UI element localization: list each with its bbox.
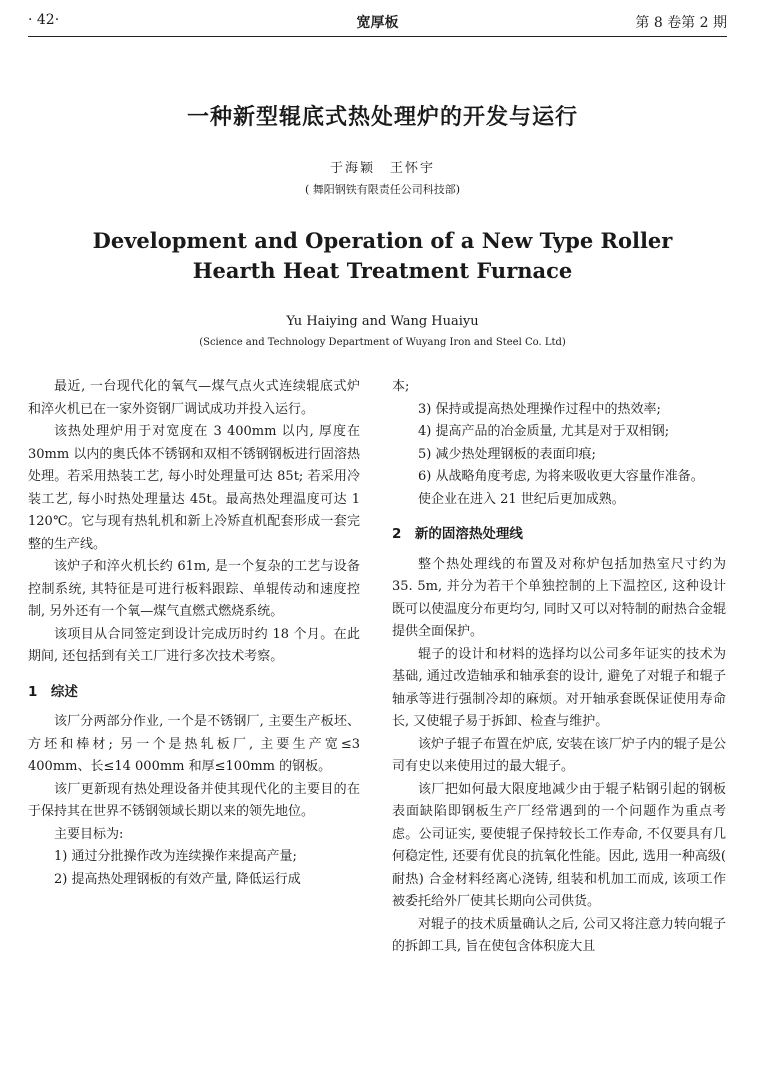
list-item: 1) 通过分批操作改为连续操作来提高产量; [54,849,297,864]
authors-chinese: 于海颖 王怀宇 [329,161,435,176]
section-heading-2: 2 新的固溶热处理线 [392,526,523,542]
paragraph: 该炉子辊子布置在炉底, 安装在该厂炉子内的辊子是公司有史以来使用过的最大辊子。 [392,736,726,774]
list-item: 4) 提高产品的冶金质量, 尤其是对于双相钢; [418,424,670,439]
paragraph: 辊子的设计和材料的选择均以公司多年证实的技术为基础, 通过改造轴承和轴承套的设计, 避免了对辊子和辊子轴承等进行强制冷却的麻烦。对开轴承套既保证使用寿命长, 又使辊子易于拆卸、检查与维护。 [392,646,726,729]
right-column [392,376,726,959]
list-item: 6) 从战略角度考虑, 为将来吸收更大容量作准备。 [418,469,704,484]
page-number: · 42· [28,12,60,28]
paragraph: 该炉子和淬火机长约 61m, 是一个复杂的工艺与设备控制系统, 其特征是可进行板料跟踪、单辊传动和速度控制, 另外还有一个氧—煤气直燃式燃烧系统。 [28,559,360,619]
affiliation-chinese: ( 舞阳钢铁有限责任公司科技部) [304,183,461,196]
paragraph: 该项目从合同签定到设计完成历时约 18 个月。在此期间, 还包括到有关工厂进行多次技术考察。 [28,626,360,664]
paragraph: 该厂把如何最大限度地减少由于辊子粘钢引起的钢板表面缺陷即钢板生产厂经常遇到的一个问题作为重点考虑。公司证实, 要使辊子保持较长工作寿命, 不仅要具有几何稳定性, 还要有优良的抗氧化性能。因此, 选用一种高级( 耐热) 合金材料经离心浇铸, 组装和机加工而成, 该项工作被委托给外厂使其长期向公司供货。 [392,781,726,909]
section-heading-1: 1 综述 [28,683,78,700]
running-header [28,10,727,37]
paragraph: 最近, 一台现代化的氧气—煤气点火式连续辊底式炉和淬火机已在一家外资钢厂调试成功并投入运行。 [28,379,360,417]
paragraph: 主要目标为: [54,826,124,842]
journal-name: 宽厚板 [356,15,399,31]
paragraph: 该厂分两部分作业, 一个是不锈钢厂, 主要生产板坯、方坯和棒材; 另一个是热轧板厂, 主要生产宽≤3 400mm、长≤14 000mm 和厚≤100mm 的钢板。 [28,714,360,774]
title-english-line-2: Hearth Heat Treatment Furnace [192,258,573,283]
title-english-line-1: Development and Operation of a New Type Roller [92,228,673,253]
left-column [28,376,360,891]
paragraph: 对辊子的技术质量确认之后, 公司又将注意力转向辊子的拆卸工具, 旨在使包含体积庞大且 [392,916,726,954]
title-english [60,226,705,286]
paragraph: 整个热处理线的布置及对称炉包括加热室尺寸约为 35. 5m, 并分为若干个单独控制的上下温控区, 这种设计既可以使温度分布更均匀, 同时又可以对特制的耐热合金辊提供全面保护。 [392,556,726,639]
paragraph: 使企业在进入 21 世纪后更加成熟。 [418,491,625,507]
title-chinese: 一种新型辊底式热处理炉的开发与运行 [186,105,578,130]
paragraph-continuation: 本; [392,379,410,394]
paragraph: 该厂更新现有热处理设备并使其现代化的主要目的在于保持其在世界不锈钢领域长期以来的领先地位。 [28,781,360,819]
issue-info: 第 8 卷第 2 期 [635,15,727,31]
paragraph: 该热处理炉用于对宽度在 3 400mm 以内, 厚度在 30mm 以内的奥氏体不锈钢和双相不锈钢钢板进行固溶热处理。若采用热装工艺, 每小时处理量可达 85t; 若采用冷装工艺, 每小时热处理量达 45t。最高热处理温度可达 1 120℃。它与现有热轧机和新上冷矫直机配套形成一套完整的生产线。 [28,424,360,552]
list-item: 2) 提高热处理钢板的有效产量, 降低运行成 [54,871,301,887]
authors-english: Yu Haiying and Wang Huaiyu [286,314,479,329]
list-item: 5) 减少热处理钢板的表面印痕; [418,446,596,462]
list-item: 3) 保持或提高热处理操作过程中的热效率; [418,401,661,417]
affiliation-english: (Science and Technology Department of Wuyang Iron and Steel Co. Ltd) [199,337,566,348]
